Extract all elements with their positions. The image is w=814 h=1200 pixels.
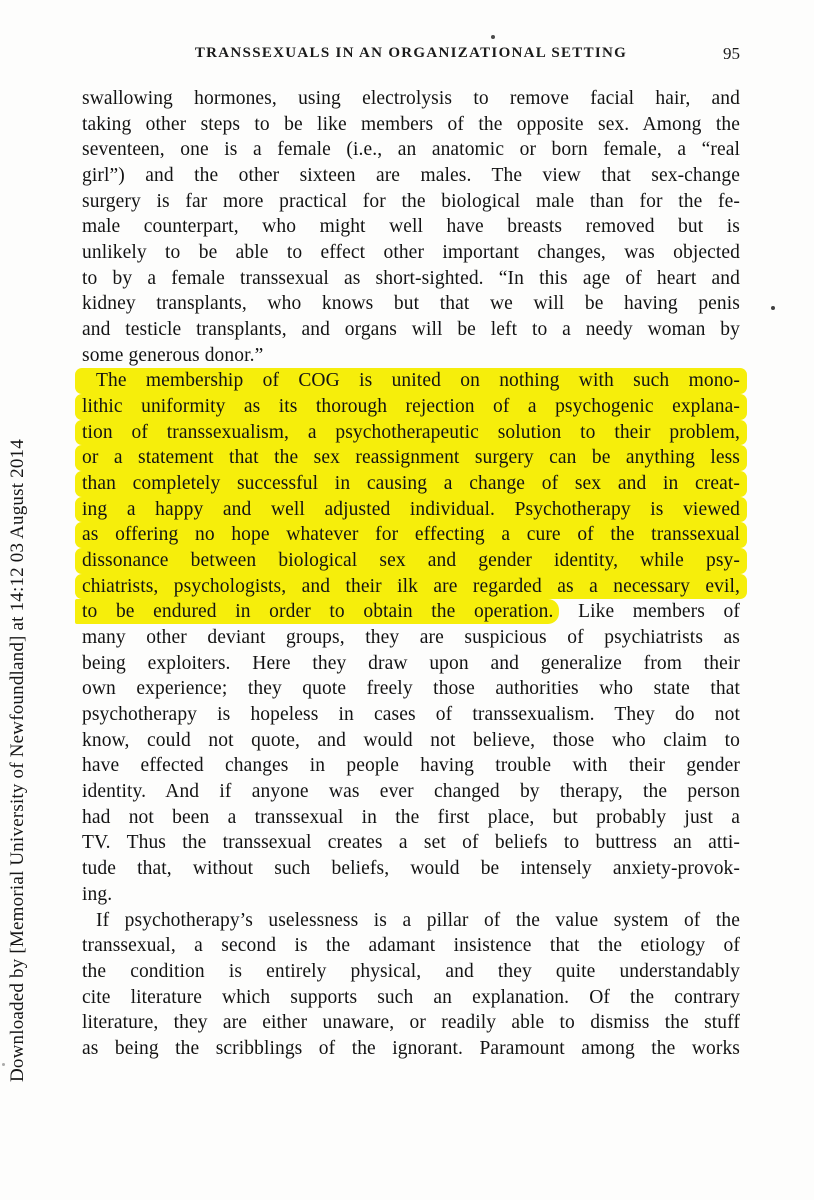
scan-speck bbox=[491, 35, 495, 39]
text-line: lithic uniformity as its thorough rejection of a psychogenic explana- bbox=[75, 394, 747, 420]
text-line: as offering no hope whatever for effecting a cure of the transsexual bbox=[75, 522, 747, 548]
text-line: many other deviant groups, they are suspicious of psychiatrists as bbox=[82, 627, 740, 649]
text-line: TV. Thus the transsexual creates a set of beliefs to buttress an atti- bbox=[82, 832, 740, 854]
text-line: male counterpart, who might well have breasts removed but is bbox=[82, 216, 740, 238]
text-line: cite literature which supports such an explanation. Of the contrary bbox=[82, 986, 740, 1008]
text-line: swallowing hormones, using electrolysis to remove facial hair, and bbox=[82, 88, 740, 109]
text-line: being exploiters. Here they draw upon and generalize from their bbox=[82, 652, 740, 674]
plain-text: Like members of bbox=[559, 601, 740, 623]
text-line: some generous donor.” bbox=[82, 344, 264, 366]
text-line: and testicle transplants, and organs will be left to a needy woman by bbox=[82, 319, 740, 341]
text-line: tion of transsexualism, a psychotherapeutic solution to their problem, bbox=[75, 420, 747, 446]
text-line: as being the scribblings of the ignorant. Paramount among the works bbox=[82, 1037, 740, 1059]
text-line: dissonance between biological sex and gender identity, while psy- bbox=[75, 548, 747, 574]
text-line: taking other steps to be like members of the opposite sex. Among the bbox=[82, 113, 740, 135]
page-header bbox=[82, 44, 740, 62]
text-line: had not been a transsexual in the first place, but probably just a bbox=[82, 806, 740, 828]
text-line: kidney transplants, who knows but that we will be having penis bbox=[82, 293, 740, 315]
text-line: or a statement that the sex reassignment surgery can be anything less bbox=[75, 445, 747, 471]
text-line: own experience; they quote freely those authorities who state that bbox=[82, 678, 740, 700]
text-line: If psychotherapy’s uselessness is a pillar of the value system of the bbox=[96, 909, 740, 931]
text-line: literature, they are either unaware, or readily able to dismiss the stuff bbox=[82, 1012, 740, 1034]
text-line: chiatrists, psychologists, and their ilk are regarded as a necessary evil, bbox=[75, 574, 747, 600]
text-line: transsexual, a second is the adamant insistence that the etiology of bbox=[82, 935, 740, 957]
text-line: have effected changes in people having trouble with their gender bbox=[82, 755, 740, 777]
text-line: girl”) and the other sixteen are males. The view that sex-change bbox=[82, 165, 740, 187]
text-line: psychotherapy is hopeless in cases of transsexualism. They do not bbox=[82, 704, 740, 726]
running-title: TRANSSEXUALS IN AN ORGANIZATIONAL SETTING bbox=[194, 45, 628, 61]
text-line: seventeen, one is a female (i.e., an anatomic or born female, a “real bbox=[82, 139, 740, 161]
text-line bbox=[75, 599, 747, 625]
page-content bbox=[82, 44, 740, 1062]
text-line: The membership of COG is united on nothing with such mono- bbox=[75, 368, 747, 394]
page-number: 95 bbox=[723, 44, 740, 63]
text-line: to by a female transsexual as short-sighted. “In this age of heart and bbox=[82, 267, 740, 289]
text-line: the condition is entirely physical, and they quite understandably bbox=[82, 960, 740, 982]
body-text bbox=[82, 86, 740, 1062]
scan-speck bbox=[2, 1063, 5, 1066]
highlighted-text: to be endured in order to obtain the operation. bbox=[75, 599, 559, 624]
text-line: ing. bbox=[82, 883, 113, 905]
download-watermark: Downloaded by [Memorial University of Newfoundland] at 14:12 03 August 2014 bbox=[7, 439, 28, 1082]
text-line: than completely successful in causing a change of sex and in creat- bbox=[75, 471, 747, 497]
text-line: surgery is far more practical for the biological male than for the fe- bbox=[82, 190, 740, 212]
text-line: unlikely to be able to effect other important changes, was objected bbox=[82, 242, 740, 264]
text-line: identity. And if anyone was ever changed by therapy, the person bbox=[82, 781, 740, 803]
text-line: ing a happy and well adjusted individual. Psychotherapy is viewed bbox=[75, 497, 747, 523]
scan-speck bbox=[771, 306, 775, 310]
text-line: know, could not quote, and would not believe, those who claim to bbox=[82, 729, 740, 751]
text-line: tude that, without such beliefs, would be intensely anxiety-provok- bbox=[82, 858, 740, 880]
